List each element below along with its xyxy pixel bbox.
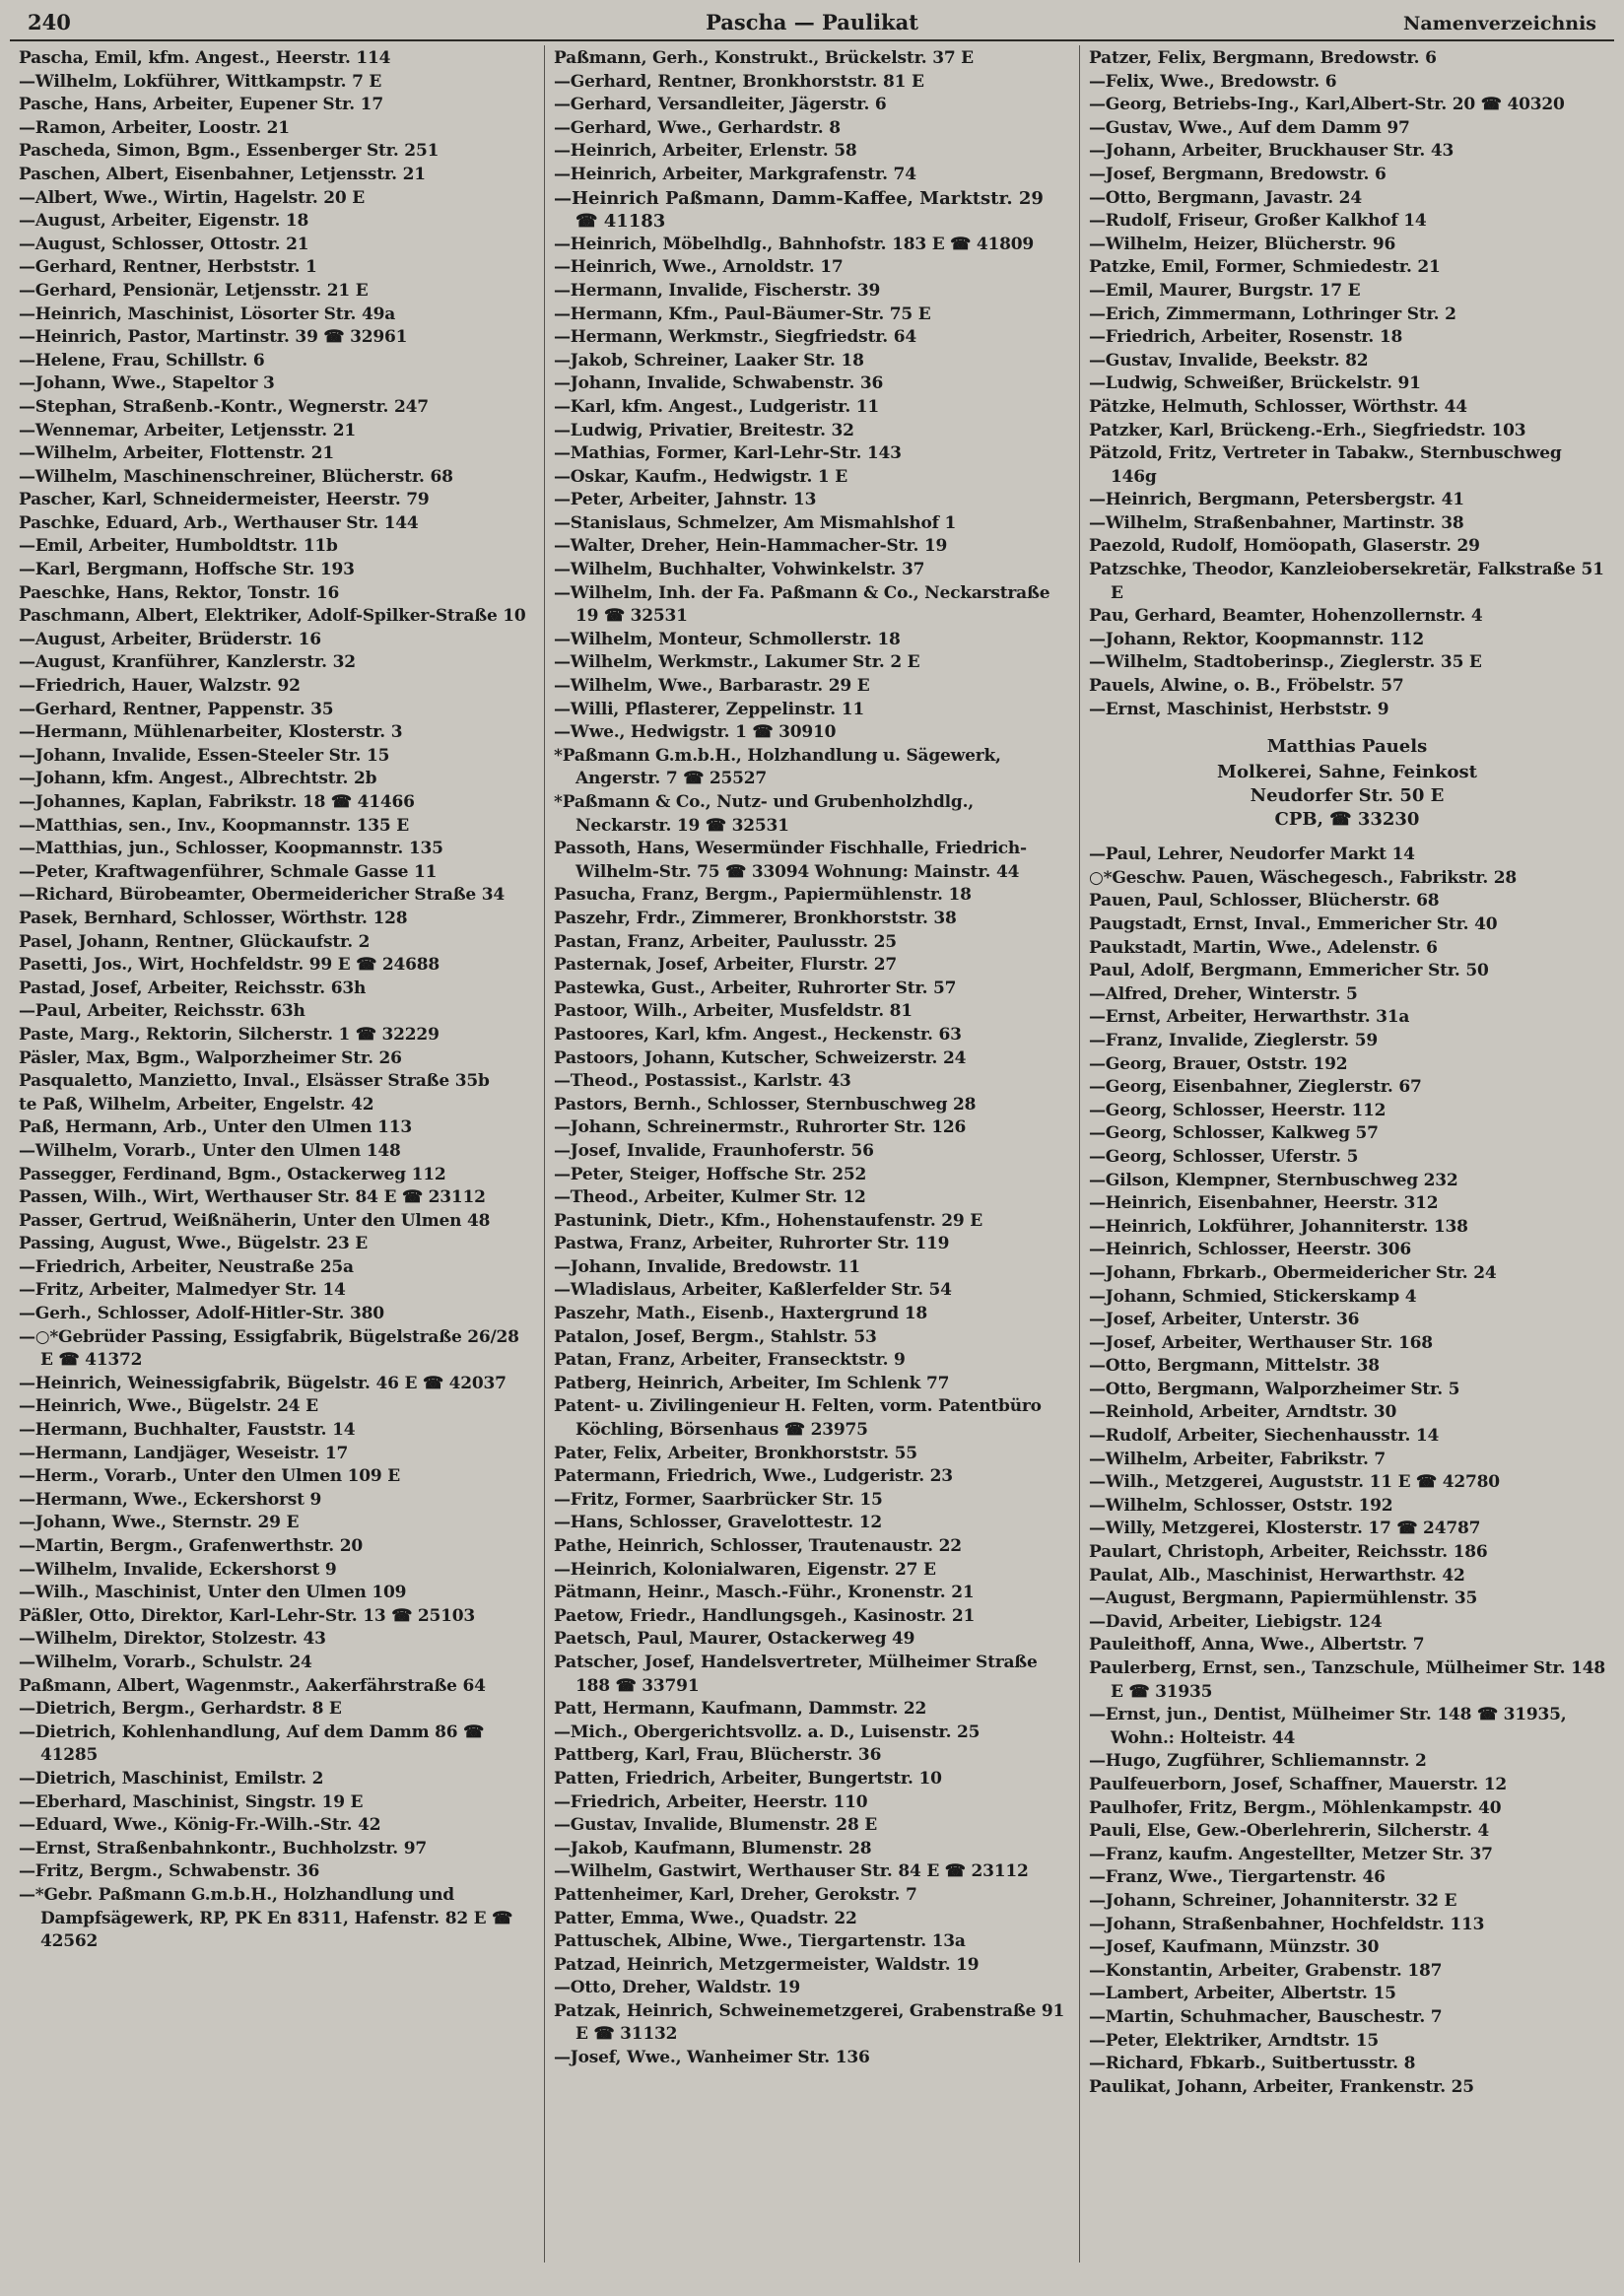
directory-entry: Patscher, Josef, Handelsvertreter, Mülheimer Straße 188 ☎ 33791 bbox=[554, 1652, 1038, 1696]
directory-entry: —Otto, Bergmann, Walporzheimer Str. 5 bbox=[1089, 1379, 1460, 1399]
directory-columns bbox=[10, 45, 1614, 2262]
directory-entry: —Hermann, Buchhalter, Fauststr. 14 bbox=[19, 1420, 356, 1441]
directory-entry: Patberg, Heinrich, Arbeiter, Im Schlenk 77 bbox=[554, 1373, 950, 1393]
directory-entry: Pattuschek, Albine, Wwe., Tiergartenstr. 13a bbox=[554, 1931, 966, 1952]
directory-entry: —Stanislaus, Schmelzer, Am Mismahlshof 1 bbox=[554, 512, 957, 533]
directory-entry: Patten, Friedrich, Arbeiter, Bungertstr. 10 bbox=[554, 1768, 942, 1789]
directory-entry: *Paßmann G.m.b.H., Holzhandlung u. Sägewerk, Angerstr. 7 ☎ 25527 bbox=[554, 745, 1001, 789]
directory-entry: —August, Arbeiter, Eigenstr. 18 bbox=[19, 211, 309, 232]
directory-entry: Paul, Adolf, Bergmann, Emmericher Str. 50 bbox=[1089, 961, 1489, 981]
ad-text-line: Molkerei, Sahne, Feinkost bbox=[1217, 762, 1477, 783]
directory-entry: —Wilh., Metzgerei, Auguststr. 11 E ☎ 42780 bbox=[1089, 1472, 1500, 1493]
directory-entry: —Fritz, Bergm., Schwabenstr. 36 bbox=[19, 1861, 320, 1882]
directory-entry: —Heinrich Paßmann, Damm-Kaffee, Marktstr. 29 ☎ 41183 bbox=[554, 187, 1044, 233]
directory-entry: Paszehr, Frdr., Zimmerer, Bronkhorststr. 38 bbox=[554, 908, 957, 928]
directory-entry: —Friedrich, Arbeiter, Neustraße 25a bbox=[19, 1256, 354, 1277]
directory-entry: —*Gebr. Paßmann G.m.b.H., Holzhandlung und Dampfsägewerk, RP, PK En 8311, Hafenstr. 82 E ☎ 42562 bbox=[19, 1884, 513, 1952]
directory-entry: Pasqualetto, Manzietto, Inval., Elsässer Straße 35b bbox=[19, 1071, 490, 1092]
directory-entry: —Erich, Zimmermann, Lothringer Str. 2 bbox=[1089, 304, 1456, 324]
directory-entry: —Josef, Arbeiter, Unterstr. 36 bbox=[1089, 1310, 1360, 1330]
directory-entry: Passen, Wilh., Wirt, Werthauser Str. 84 E ☎ 23112 bbox=[19, 1187, 486, 1208]
directory-entry: Paßmann, Albert, Wagenmstr., Aakerfährstraße 64 bbox=[19, 1675, 486, 1696]
directory-entry: Pater, Felix, Arbeiter, Bronkhorststr. 55 bbox=[554, 1443, 917, 1463]
directory-entry: Pascher, Karl, Schneidermeister, Heerstr. 79 bbox=[19, 490, 430, 510]
directory-entry: —Hermann, Kfm., Paul-Bäumer-Str. 75 E bbox=[554, 304, 931, 324]
directory-entry: —Johann, Straßenbahner, Hochfeldstr. 113 bbox=[1089, 1914, 1485, 1934]
directory-entry: —Franz, Invalide, Zieglerstr. 59 bbox=[1089, 1030, 1378, 1050]
directory-entry: —Matthias, jun., Schlosser, Koopmannstr. 135 bbox=[19, 839, 443, 859]
directory-entry: Pastoores, Karl, kfm. Angest., Heckenstr. 63 bbox=[554, 1024, 962, 1045]
directory-entry: —Ludwig, Privatier, Breitestr. 32 bbox=[554, 420, 854, 440]
directory-entry: —Wilhelm, Monteur, Schmollerstr. 18 bbox=[554, 629, 901, 649]
directory-entry: Paulikat, Johann, Arbeiter, Frankenstr. 25 bbox=[1089, 2076, 1474, 2097]
directory-entry: Paste, Marg., Rektorin, Silcherstr. 1 ☎ 32229 bbox=[19, 1024, 440, 1045]
directory-entry: —Hermann, Mühlenarbeiter, Klosterstr. 3 bbox=[19, 722, 403, 743]
ad-text-line: CPB, ☎ 33230 bbox=[1274, 809, 1420, 831]
directory-entry: —Gerhard, Rentner, Pappenstr. 35 bbox=[19, 699, 334, 719]
directory-entry: —Stephan, Straßenb.-Kontr., Wegnerstr. 247 bbox=[19, 396, 429, 417]
directory-entry: —Dietrich, Maschinist, Emilstr. 2 bbox=[19, 1768, 324, 1789]
directory-entry: —Eduard, Wwe., König-Fr.-Wilh.-Str. 42 bbox=[19, 1815, 381, 1836]
directory-entry: —○*Gebrüder Passing, Essigfabrik, Bügelstraße 26/28 E ☎ 41372 bbox=[19, 1326, 519, 1371]
column-2 bbox=[544, 45, 1079, 2262]
directory-entry: Pathe, Heinrich, Schlosser, Trautenaustr. 22 bbox=[554, 1536, 962, 1556]
directory-entry: —August, Schlosser, Ottostr. 21 bbox=[19, 234, 309, 254]
directory-entry: —Gerhard, Versandleiter, Jägerstr. 6 bbox=[554, 95, 887, 115]
column-3 bbox=[1079, 45, 1614, 2262]
directory-entry: Passegger, Ferdinand, Bgm., Ostackerweg 112 bbox=[19, 1164, 446, 1184]
directory-entry: —Wilhelm, Gastwirt, Werthauser Str. 84 E ☎ 23112 bbox=[554, 1861, 1029, 1882]
directory-entry: —Otto, Bergmann, Mittelstr. 38 bbox=[1089, 1356, 1380, 1377]
directory-entry: —Franz, Wwe., Tiergartenstr. 46 bbox=[1089, 1867, 1386, 1888]
directory-entry: —Gilson, Klempner, Sternbuschweg 232 bbox=[1089, 1170, 1458, 1190]
directory-entry: —Gustav, Invalide, Beekstr. 82 bbox=[1089, 350, 1369, 371]
directory-entry: —Matthias, sen., Inv., Koopmannstr. 135 E bbox=[19, 815, 410, 836]
ad-text-line: Neudorfer Str. 50 E bbox=[1250, 785, 1445, 807]
directory-entry: —Georg, Schlosser, Kalkweg 57 bbox=[1089, 1123, 1379, 1144]
directory-entry: Pastwa, Franz, Arbeiter, Ruhrorter Str. 119 bbox=[554, 1234, 950, 1254]
directory-entry: Patzschke, Theodor, Kanzleiobersekretär, Falkstraße 51 E bbox=[1089, 560, 1604, 603]
directory-entry: —Heinrich, Lokführer, Johanniterstr. 138 bbox=[1089, 1216, 1468, 1237]
directory-entry: —Wilhelm, Invalide, Eckershorst 9 bbox=[19, 1559, 337, 1580]
directory-entry: —Hermann, Invalide, Fischerstr. 39 bbox=[554, 280, 881, 301]
directory-entry: Paugstadt, Ernst, Inval., Emmericher Str. 40 bbox=[1089, 914, 1498, 934]
directory-entry: —Lambert, Arbeiter, Albertstr. 15 bbox=[1089, 1984, 1396, 2004]
directory-entry: Paeschke, Hans, Rektor, Tonstr. 16 bbox=[19, 582, 340, 603]
directory-entry: —Karl, kfm. Angest., Ludgeristr. 11 bbox=[554, 396, 880, 417]
directory-entry: Paukstadt, Martin, Wwe., Adelenstr. 6 bbox=[1089, 937, 1438, 958]
directory-entry: —Josef, Kaufmann, Münzstr. 30 bbox=[1089, 1937, 1380, 1958]
directory-entry: Pascha, Emil, kfm. Angest., Heerstr. 114 bbox=[19, 48, 391, 68]
directory-entry: Paulfeuerborn, Josef, Schaffner, Mauerstr. 12 bbox=[1089, 1774, 1507, 1794]
directory-entry: Passer, Gertrud, Weißnäherin, Unter den Ulmen 48 bbox=[19, 1210, 491, 1231]
directory-entry: —Peter, Elektriker, Arndtstr. 15 bbox=[1089, 2030, 1379, 2051]
directory-entry: —Heinrich, Bergmann, Petersbergstr. 41 bbox=[1089, 490, 1464, 510]
directory-entry: —Heinrich, Arbeiter, Markgrafenstr. 74 bbox=[554, 164, 916, 184]
directory-entry: —Josef, Invalide, Fraunhoferstr. 56 bbox=[554, 1140, 874, 1161]
directory-entry: Pastoors, Johann, Kutscher, Schweizerstr. 24 bbox=[554, 1047, 967, 1068]
directory-entry: Paulhofer, Fritz, Bergm., Möhlenkampstr. 40 bbox=[1089, 1797, 1502, 1818]
directory-entry: —Heinrich, Wwe., Bügelstr. 24 E bbox=[19, 1396, 318, 1417]
directory-entry: te Paß, Wilhelm, Arbeiter, Engelstr. 42 bbox=[19, 1094, 374, 1114]
directory-entry: —Heinrich, Eisenbahner, Heerstr. 312 bbox=[1089, 1193, 1439, 1214]
directory-entry: Paßmann, Gerh., Konstrukt., Brückelstr. 37 E bbox=[554, 48, 974, 68]
directory-entry: —Wilhelm, Heizer, Blücherstr. 96 bbox=[1089, 234, 1396, 254]
page-title: Pascha — Paulikat bbox=[706, 10, 918, 34]
directory-entry: —Friedrich, Arbeiter, Heerstr. 110 bbox=[554, 1791, 868, 1812]
directory-entry: —Rudolf, Friseur, Großer Kalkhof 14 bbox=[1089, 211, 1427, 232]
directory-entry: Patermann, Friedrich, Wwe., Ludgeristr. 23 bbox=[554, 1466, 953, 1487]
directory-entry: Pätzke, Helmuth, Schlosser, Wörthstr. 44 bbox=[1089, 396, 1467, 417]
directory-entry: —Heinrich, Kolonialwaren, Eigenstr. 27 E bbox=[554, 1559, 936, 1580]
directory-entry: —Jakob, Kaufmann, Blumenstr. 28 bbox=[554, 1838, 872, 1858]
directory-entry: —Wilhelm, Lokführer, Wittkampstr. 7 E bbox=[19, 71, 382, 92]
directory-entry: Pastewka, Gust., Arbeiter, Ruhrorter Str. 57 bbox=[554, 978, 957, 998]
directory-entry: —Gerhard, Rentner, Bronkhorststr. 81 E bbox=[554, 71, 924, 92]
directory-entry: —August, Bergmann, Papiermühlenstr. 35 bbox=[1089, 1588, 1478, 1609]
directory-entry: —Georg, Betriebs-Ing., Karl,Albert-Str. 20 ☎ 40320 bbox=[1089, 95, 1565, 115]
directory-entry: —Emil, Maurer, Burgstr. 17 E bbox=[1089, 280, 1361, 301]
directory-entry: —Gerhard, Pensionär, Letjensstr. 21 E bbox=[19, 280, 369, 301]
directory-entry: Päßler, Otto, Direktor, Karl-Lehr-Str. 13 ☎ 25103 bbox=[19, 1605, 476, 1626]
directory-entry: —Ernst, jun., Dentist, Mülheimer Str. 148 ☎ 31935, Wohn.: Holteistr. 44 bbox=[1089, 1705, 1567, 1748]
directory-entry: Pasternak, Josef, Arbeiter, Flurstr. 27 bbox=[554, 955, 897, 976]
directory-entry: Pauli, Else, Gew.-Oberlehrerin, Silcherstr. 4 bbox=[1089, 1821, 1489, 1842]
directory-entry: —Peter, Arbeiter, Jahnstr. 13 bbox=[554, 490, 817, 510]
directory-entry: —Gerhard, Rentner, Herbststr. 1 bbox=[19, 257, 317, 278]
directory-entry: Pastunink, Dietr., Kfm., Hohenstaufenstr. 29 E bbox=[554, 1210, 982, 1231]
directory-entry: —Wilhelm, Inh. der Fa. Paßmann & Co., Neckarstraße 19 ☎ 32531 bbox=[554, 582, 1050, 627]
directory-entry: —Rudolf, Arbeiter, Siechenhausstr. 14 bbox=[1089, 1426, 1440, 1447]
directory-entry: —Felix, Wwe., Bredowstr. 6 bbox=[1089, 71, 1337, 92]
directory-entry: —Johann, Wwe., Stapeltor 3 bbox=[19, 373, 275, 394]
directory-entry: —Gustav, Invalide, Blumenstr. 28 E bbox=[554, 1815, 878, 1836]
directory-entry: —Willi, Pflasterer, Zeppelinstr. 11 bbox=[554, 699, 865, 719]
directory-entry: —Wennemar, Arbeiter, Letjensstr. 21 bbox=[19, 420, 356, 440]
directory-entry: Passing, August, Wwe., Bügelstr. 23 E bbox=[19, 1234, 369, 1254]
section-title: Namenverzeichnis bbox=[1402, 13, 1596, 34]
directory-entry: Pastoor, Wilh., Arbeiter, Musfeldstr. 81 bbox=[554, 1001, 913, 1022]
directory-entry: Paetow, Friedr., Handlungsgeh., Kasinostr. 21 bbox=[554, 1605, 976, 1626]
directory-entry: —Jakob, Schreiner, Laaker Str. 18 bbox=[554, 350, 864, 371]
directory-entry: —Otto, Dreher, Waldstr. 19 bbox=[554, 1978, 801, 1998]
directory-entry: —Wwe., Hedwigstr. 1 ☎ 30910 bbox=[554, 722, 837, 743]
directory-entry: Paß, Hermann, Arb., Unter den Ulmen 113 bbox=[19, 1117, 413, 1138]
directory-entry: Pauleithoff, Anna, Wwe., Albertstr. 7 bbox=[1089, 1635, 1425, 1655]
directory-entry: —Wilhelm, Straßenbahner, Martinstr. 38 bbox=[1089, 512, 1464, 533]
directory-entry: —Ernst, Arbeiter, Herwarthstr. 31a bbox=[1089, 1007, 1410, 1028]
directory-entry: —Johann, Fbrkarb., Obermeidericher Str. 24 bbox=[1089, 1262, 1497, 1283]
directory-entry: —Peter, Steiger, Hoffsche Str. 252 bbox=[554, 1164, 867, 1184]
directory-entry: Patter, Emma, Wwe., Quadstr. 22 bbox=[554, 1908, 857, 1928]
directory-entry: —Alfred, Dreher, Winterstr. 5 bbox=[1089, 983, 1358, 1004]
directory-entry: —Josef, Wwe., Wanheimer Str. 136 bbox=[554, 2048, 870, 2068]
directory-entry: —Wilhelm, Wwe., Barbarastr. 29 E bbox=[554, 676, 870, 697]
directory-entry: —Wilhelm, Buchhalter, Vohwinkelstr. 37 bbox=[554, 560, 925, 580]
directory-entry: —Gerh., Schlosser, Adolf-Hitler-Str. 380 bbox=[19, 1304, 384, 1324]
directory-entry: Pastan, Franz, Arbeiter, Paulusstr. 25 bbox=[554, 931, 897, 952]
directory-entry: —Johann, Invalide, Bredowstr. 11 bbox=[554, 1256, 860, 1277]
directory-entry: —Johann, kfm. Angest., Albrechtstr. 2b bbox=[19, 769, 377, 789]
directory-entry: *Paßmann & Co., Nutz- und Grubenholzhdlg., Neckarstr. 19 ☎ 32531 bbox=[554, 792, 975, 836]
directory-entry: —Johann, Schmied, Stickerskamp 4 bbox=[1089, 1286, 1417, 1307]
directory-entry: —Johann, Rektor, Koopmannstr. 112 bbox=[1089, 629, 1425, 649]
directory-entry: —Wladislaus, Arbeiter, Kaßlerfelder Str. 54 bbox=[554, 1280, 952, 1301]
directory-entry: —Peter, Kraftwagenführer, Schmale Gasse 11 bbox=[19, 861, 438, 882]
directory-entry: Pastors, Bernh., Schlosser, Sternbuschweg 28 bbox=[554, 1094, 977, 1114]
directory-entry: —Friedrich, Arbeiter, Rosenstr. 18 bbox=[1089, 327, 1403, 348]
directory-entry: —Karl, Bergmann, Hoffsche Str. 193 bbox=[19, 560, 355, 580]
directory-entry: —Hermann, Landjäger, Weseistr. 17 bbox=[19, 1443, 349, 1463]
directory-entry: —Johann, Invalide, Essen-Steeler Str. 15 bbox=[19, 745, 390, 766]
directory-entry: —Fritz, Former, Saarbrücker Str. 15 bbox=[554, 1489, 883, 1510]
directory-entry: Paulart, Christoph, Arbeiter, Reichsstr. 186 bbox=[1089, 1542, 1488, 1563]
directory-entry: —Hermann, Wwe., Eckershorst 9 bbox=[19, 1489, 322, 1510]
directory-entry: —Gustav, Wwe., Auf dem Damm 97 bbox=[1089, 117, 1410, 138]
directory-entry: Paetsch, Paul, Maurer, Ostackerweg 49 bbox=[554, 1629, 915, 1650]
directory-entry: Patzer, Felix, Bergmann, Bredowstr. 6 bbox=[1089, 48, 1437, 68]
directory-entry: —Otto, Bergmann, Javastr. 24 bbox=[1089, 187, 1362, 208]
directory-entry: —Wilhelm, Werkmstr., Lakumer Str. 2 E bbox=[554, 652, 920, 673]
directory-entry: Pätmann, Heinr., Masch.-Führ., Kronenstr. 21 bbox=[554, 1583, 975, 1603]
directory-entry: —Heinrich, Maschinist, Lösorter Str. 49a bbox=[19, 304, 396, 324]
directory-entry: —Helene, Frau, Schillstr. 6 bbox=[19, 350, 265, 371]
directory-entry: —Eberhard, Maschinist, Singstr. 19 E bbox=[19, 1791, 364, 1812]
directory-entry: —Hans, Schlosser, Gravelottestr. 12 bbox=[554, 1513, 882, 1533]
directory-entry: —Hermann, Werkmstr., Siegfriedstr. 64 bbox=[554, 327, 916, 348]
directory-entry: —Heinrich, Schlosser, Heerstr. 306 bbox=[1089, 1240, 1411, 1260]
directory-entry: Paezold, Rudolf, Homöopath, Glaserstr. 29 bbox=[1089, 536, 1480, 557]
directory-entry: Paszehr, Math., Eisenb., Haxtergrund 18 bbox=[554, 1304, 927, 1324]
directory-entry: Pascheda, Simon, Bgm., Essenberger Str. 251 bbox=[19, 141, 440, 162]
directory-entry: Pasche, Hans, Arbeiter, Eupener Str. 17 bbox=[19, 95, 383, 115]
page-number: 240 bbox=[28, 10, 71, 34]
directory-entry: —Johannes, Kaplan, Fabrikstr. 18 ☎ 41466 bbox=[19, 792, 415, 812]
directory-entry: Patzak, Heinrich, Schweinemetzgerei, Grabenstraße 91 E ☎ 31132 bbox=[554, 2000, 1065, 2045]
directory-entry: Pattenheimer, Karl, Dreher, Gerokstr. 7 bbox=[554, 1884, 917, 1905]
directory-entry: —Willy, Metzgerei, Klosterstr. 17 ☎ 24787 bbox=[1089, 1519, 1481, 1539]
directory-entry: —Richard, Bürobeamter, Obermeidericher Straße 34 bbox=[19, 885, 506, 906]
directory-entry: —Dietrich, Bergm., Gerhardstr. 8 E bbox=[19, 1699, 342, 1720]
directory-entry: —Georg, Schlosser, Heerstr. 112 bbox=[1089, 1100, 1387, 1120]
directory-entry: —Ernst, Maschinist, Herbststr. 9 bbox=[1089, 699, 1389, 719]
directory-entry: —Mich., Obergerichtsvollz. a. D., Luisenstr. 25 bbox=[554, 1722, 981, 1742]
directory-entry: —Franz, kaufm. Angestellter, Metzer Str. 37 bbox=[1089, 1844, 1493, 1864]
directory-entry: —David, Arbeiter, Liebigstr. 124 bbox=[1089, 1611, 1383, 1632]
directory-entry: Pauen, Paul, Schlosser, Blücherstr. 68 bbox=[1089, 891, 1440, 912]
directory-entry: —Emil, Arbeiter, Humboldtstr. 11b bbox=[19, 536, 338, 557]
directory-entry: —Wilhelm, Vorarb., Unter den Ulmen 148 bbox=[19, 1140, 401, 1161]
directory-entry: —Johann, Arbeiter, Bruckhauser Str. 43 bbox=[1089, 141, 1455, 162]
directory-entry: —Martin, Schuhmacher, Bauschestr. 7 bbox=[1089, 2006, 1443, 2027]
directory-entry: Pätzold, Fritz, Vertreter in Tabakw., Sternbuschweg 146g bbox=[1089, 443, 1562, 487]
directory-entry: Patan, Franz, Arbeiter, Fransecktstr. 9 bbox=[554, 1350, 906, 1371]
directory-entry: —Heinrich, Möbelhdlg., Bahnhofstr. 183 E ☎ 41809 bbox=[554, 234, 1035, 254]
directory-entry: Paschke, Eduard, Arb., Werthauser Str. 144 bbox=[19, 512, 419, 533]
directory-entry: —Reinhold, Arbeiter, Arndtstr. 30 bbox=[1089, 1402, 1397, 1423]
directory-entry: —Herm., Vorarb., Unter den Ulmen 109 E bbox=[19, 1466, 400, 1487]
directory-entry: —Theod., Arbeiter, Kulmer Str. 12 bbox=[554, 1187, 866, 1208]
directory-entry: —Georg, Brauer, Oststr. 192 bbox=[1089, 1053, 1348, 1074]
advertisement-matthias-pauels bbox=[1089, 735, 1605, 832]
directory-entry: —Friedrich, Hauer, Walzstr. 92 bbox=[19, 676, 301, 697]
directory-entry: Pattberg, Karl, Frau, Blücherstr. 36 bbox=[554, 1745, 882, 1766]
directory-entry: Paulerberg, Ernst, sen., Tanzschule, Mülheimer Str. 148 E ☎ 31935 bbox=[1089, 1658, 1605, 1702]
directory-entry: Patzad, Heinrich, Metzgermeister, Waldstr. 19 bbox=[554, 1954, 980, 1975]
directory-entry: —Walter, Dreher, Hein-Hammacher-Str. 19 bbox=[554, 536, 948, 557]
directory-entry: —Georg, Schlosser, Uferstr. 5 bbox=[1089, 1146, 1359, 1167]
directory-entry: Paulat, Alb., Maschinist, Herwarthstr. 42 bbox=[1089, 1565, 1465, 1586]
directory-entry: —Ludwig, Schweißer, Brückelstr. 91 bbox=[1089, 373, 1421, 394]
directory-entry: —Johann, Wwe., Sternstr. 29 E bbox=[19, 1513, 300, 1533]
directory-entry: —Ernst, Straßenbahnkontr., Buchholzstr. 97 bbox=[19, 1838, 427, 1858]
directory-entry: Pauels, Alwine, o. B., Fröbelstr. 57 bbox=[1089, 676, 1404, 697]
directory-entry: —August, Arbeiter, Brüderstr. 16 bbox=[19, 629, 321, 649]
page-header bbox=[10, 6, 1614, 41]
directory-entry: —Wilhelm, Maschinenschreiner, Blücherstr. 68 bbox=[19, 466, 453, 487]
directory-entry: Patzker, Karl, Brückeng.-Erh., Siegfriedstr. 103 bbox=[1089, 420, 1526, 440]
directory-entry: —Richard, Fbkarb., Suitbertusstr. 8 bbox=[1089, 2054, 1416, 2074]
ad-title: Matthias Pauels bbox=[1266, 736, 1428, 758]
directory-entry: Patt, Hermann, Kaufmann, Dammstr. 22 bbox=[554, 1699, 927, 1720]
directory-entry: Pau, Gerhard, Beamter, Hohenzollernstr. 4 bbox=[1089, 606, 1483, 627]
column-1 bbox=[10, 45, 544, 2262]
directory-entry: —Heinrich, Pastor, Martinstr. 39 ☎ 32961 bbox=[19, 327, 408, 348]
directory-entry: —Gerhard, Wwe., Gerhardstr. 8 bbox=[554, 117, 841, 138]
directory-entry: —Martin, Bergm., Grafenwerthstr. 20 bbox=[19, 1536, 363, 1556]
directory-entry: —Fritz, Arbeiter, Malmedyer Str. 14 bbox=[19, 1280, 346, 1301]
directory-entry: —Wilhelm, Direktor, Stolzestr. 43 bbox=[19, 1629, 326, 1650]
directory-entry: —Josef, Bergmann, Bredowstr. 6 bbox=[1089, 164, 1387, 184]
directory-entry: Patzke, Emil, Former, Schmiedestr. 21 bbox=[1089, 257, 1441, 278]
directory-entry: —Paul, Lehrer, Neudorfer Markt 14 bbox=[1089, 844, 1415, 865]
directory-entry: —Wilhelm, Arbeiter, Flottenstr. 21 bbox=[19, 443, 334, 464]
directory-entry: Pasetti, Jos., Wirt, Hochfeldstr. 99 E ☎ 24688 bbox=[19, 955, 440, 976]
directory-entry: —August, Kranführer, Kanzlerstr. 32 bbox=[19, 652, 356, 673]
directory-entry: Pasel, Johann, Rentner, Glückaufstr. 2 bbox=[19, 931, 371, 952]
directory-entry: Pasek, Bernhard, Schlosser, Wörthstr. 128 bbox=[19, 908, 408, 928]
directory-entry: Paschen, Albert, Eisenbahner, Letjensstr. 21 bbox=[19, 164, 426, 184]
directory-entry: —Ramon, Arbeiter, Loostr. 21 bbox=[19, 117, 290, 138]
directory-entry: Patent- u. Zivilingenieur H. Felten, vorm. Patentbüro Köchling, Börsenhaus ☎ 23975 bbox=[554, 1396, 1042, 1441]
directory-entry: Passoth, Hans, Wesermünder Fischhalle, Friedrich-Wilhelm-Str. 75 ☎ 33094 Wohnung: Mainstr. 44 bbox=[554, 839, 1027, 882]
directory-entry: —Oskar, Kaufm., Hedwigstr. 1 E bbox=[554, 466, 848, 487]
directory-entry: —Hugo, Zugführer, Schliemannstr. 2 bbox=[1089, 1751, 1427, 1772]
directory-entry: —Wilhelm, Stadtoberinsp., Zieglerstr. 35 E bbox=[1089, 652, 1482, 673]
directory-entry: —Theod., Postassist., Karlstr. 43 bbox=[554, 1071, 851, 1092]
directory-entry: —Johann, Invalide, Schwabenstr. 36 bbox=[554, 373, 884, 394]
directory-entry: —Heinrich, Weinessigfabrik, Bügelstr. 46 E ☎ 42037 bbox=[19, 1373, 507, 1393]
directory-entry: —Josef, Arbeiter, Werthauser Str. 168 bbox=[1089, 1332, 1433, 1353]
directory-entry: —Georg, Eisenbahner, Zieglerstr. 67 bbox=[1089, 1077, 1422, 1098]
directory-entry: —Albert, Wwe., Wirtin, Hagelstr. 20 E bbox=[19, 187, 366, 208]
directory-entry: —Mathias, Former, Karl-Lehr-Str. 143 bbox=[554, 443, 902, 464]
directory-entry: —Johann, Schreinermstr., Ruhrorter Str. 126 bbox=[554, 1117, 967, 1138]
directory-entry: —Wilh., Maschinist, Unter den Ulmen 109 bbox=[19, 1583, 407, 1603]
directory-entry: —Heinrich, Wwe., Arnoldstr. 17 bbox=[554, 257, 844, 278]
directory-entry: —Dietrich, Kohlenhandlung, Auf dem Damm 86 ☎ 41285 bbox=[19, 1722, 485, 1766]
directory-entry: Patalon, Josef, Bergm., Stahlstr. 53 bbox=[554, 1326, 877, 1347]
directory-entry: —Wilhelm, Vorarb., Schulstr. 24 bbox=[19, 1652, 312, 1672]
directory-entry: —Paul, Arbeiter, Reichsstr. 63h bbox=[19, 1001, 305, 1022]
directory-entry: Päsler, Max, Bgm., Walporzheimer Str. 26 bbox=[19, 1047, 402, 1068]
directory-entry: —Heinrich, Arbeiter, Erlenstr. 58 bbox=[554, 141, 857, 162]
directory-entry: Pastad, Josef, Arbeiter, Reichsstr. 63h bbox=[19, 978, 367, 998]
directory-entry: ○*Geschw. Pauen, Wäschegesch., Fabrikstr. 28 bbox=[1089, 867, 1518, 888]
directory-entry: —Johann, Schreiner, Johanniterstr. 32 E bbox=[1089, 1890, 1457, 1911]
directory-entry: Paschmann, Albert, Elektriker, Adolf-Spilker-Straße 10 bbox=[19, 606, 526, 627]
directory-entry: —Wilhelm, Schlosser, Oststr. 192 bbox=[1089, 1495, 1393, 1516]
directory-entry: Pasucha, Franz, Bergm., Papiermühlenstr. 18 bbox=[554, 885, 972, 906]
directory-entry: —Konstantin, Arbeiter, Grabenstr. 187 bbox=[1089, 1960, 1443, 1981]
directory-entry: —Wilhelm, Arbeiter, Fabrikstr. 7 bbox=[1089, 1449, 1387, 1469]
